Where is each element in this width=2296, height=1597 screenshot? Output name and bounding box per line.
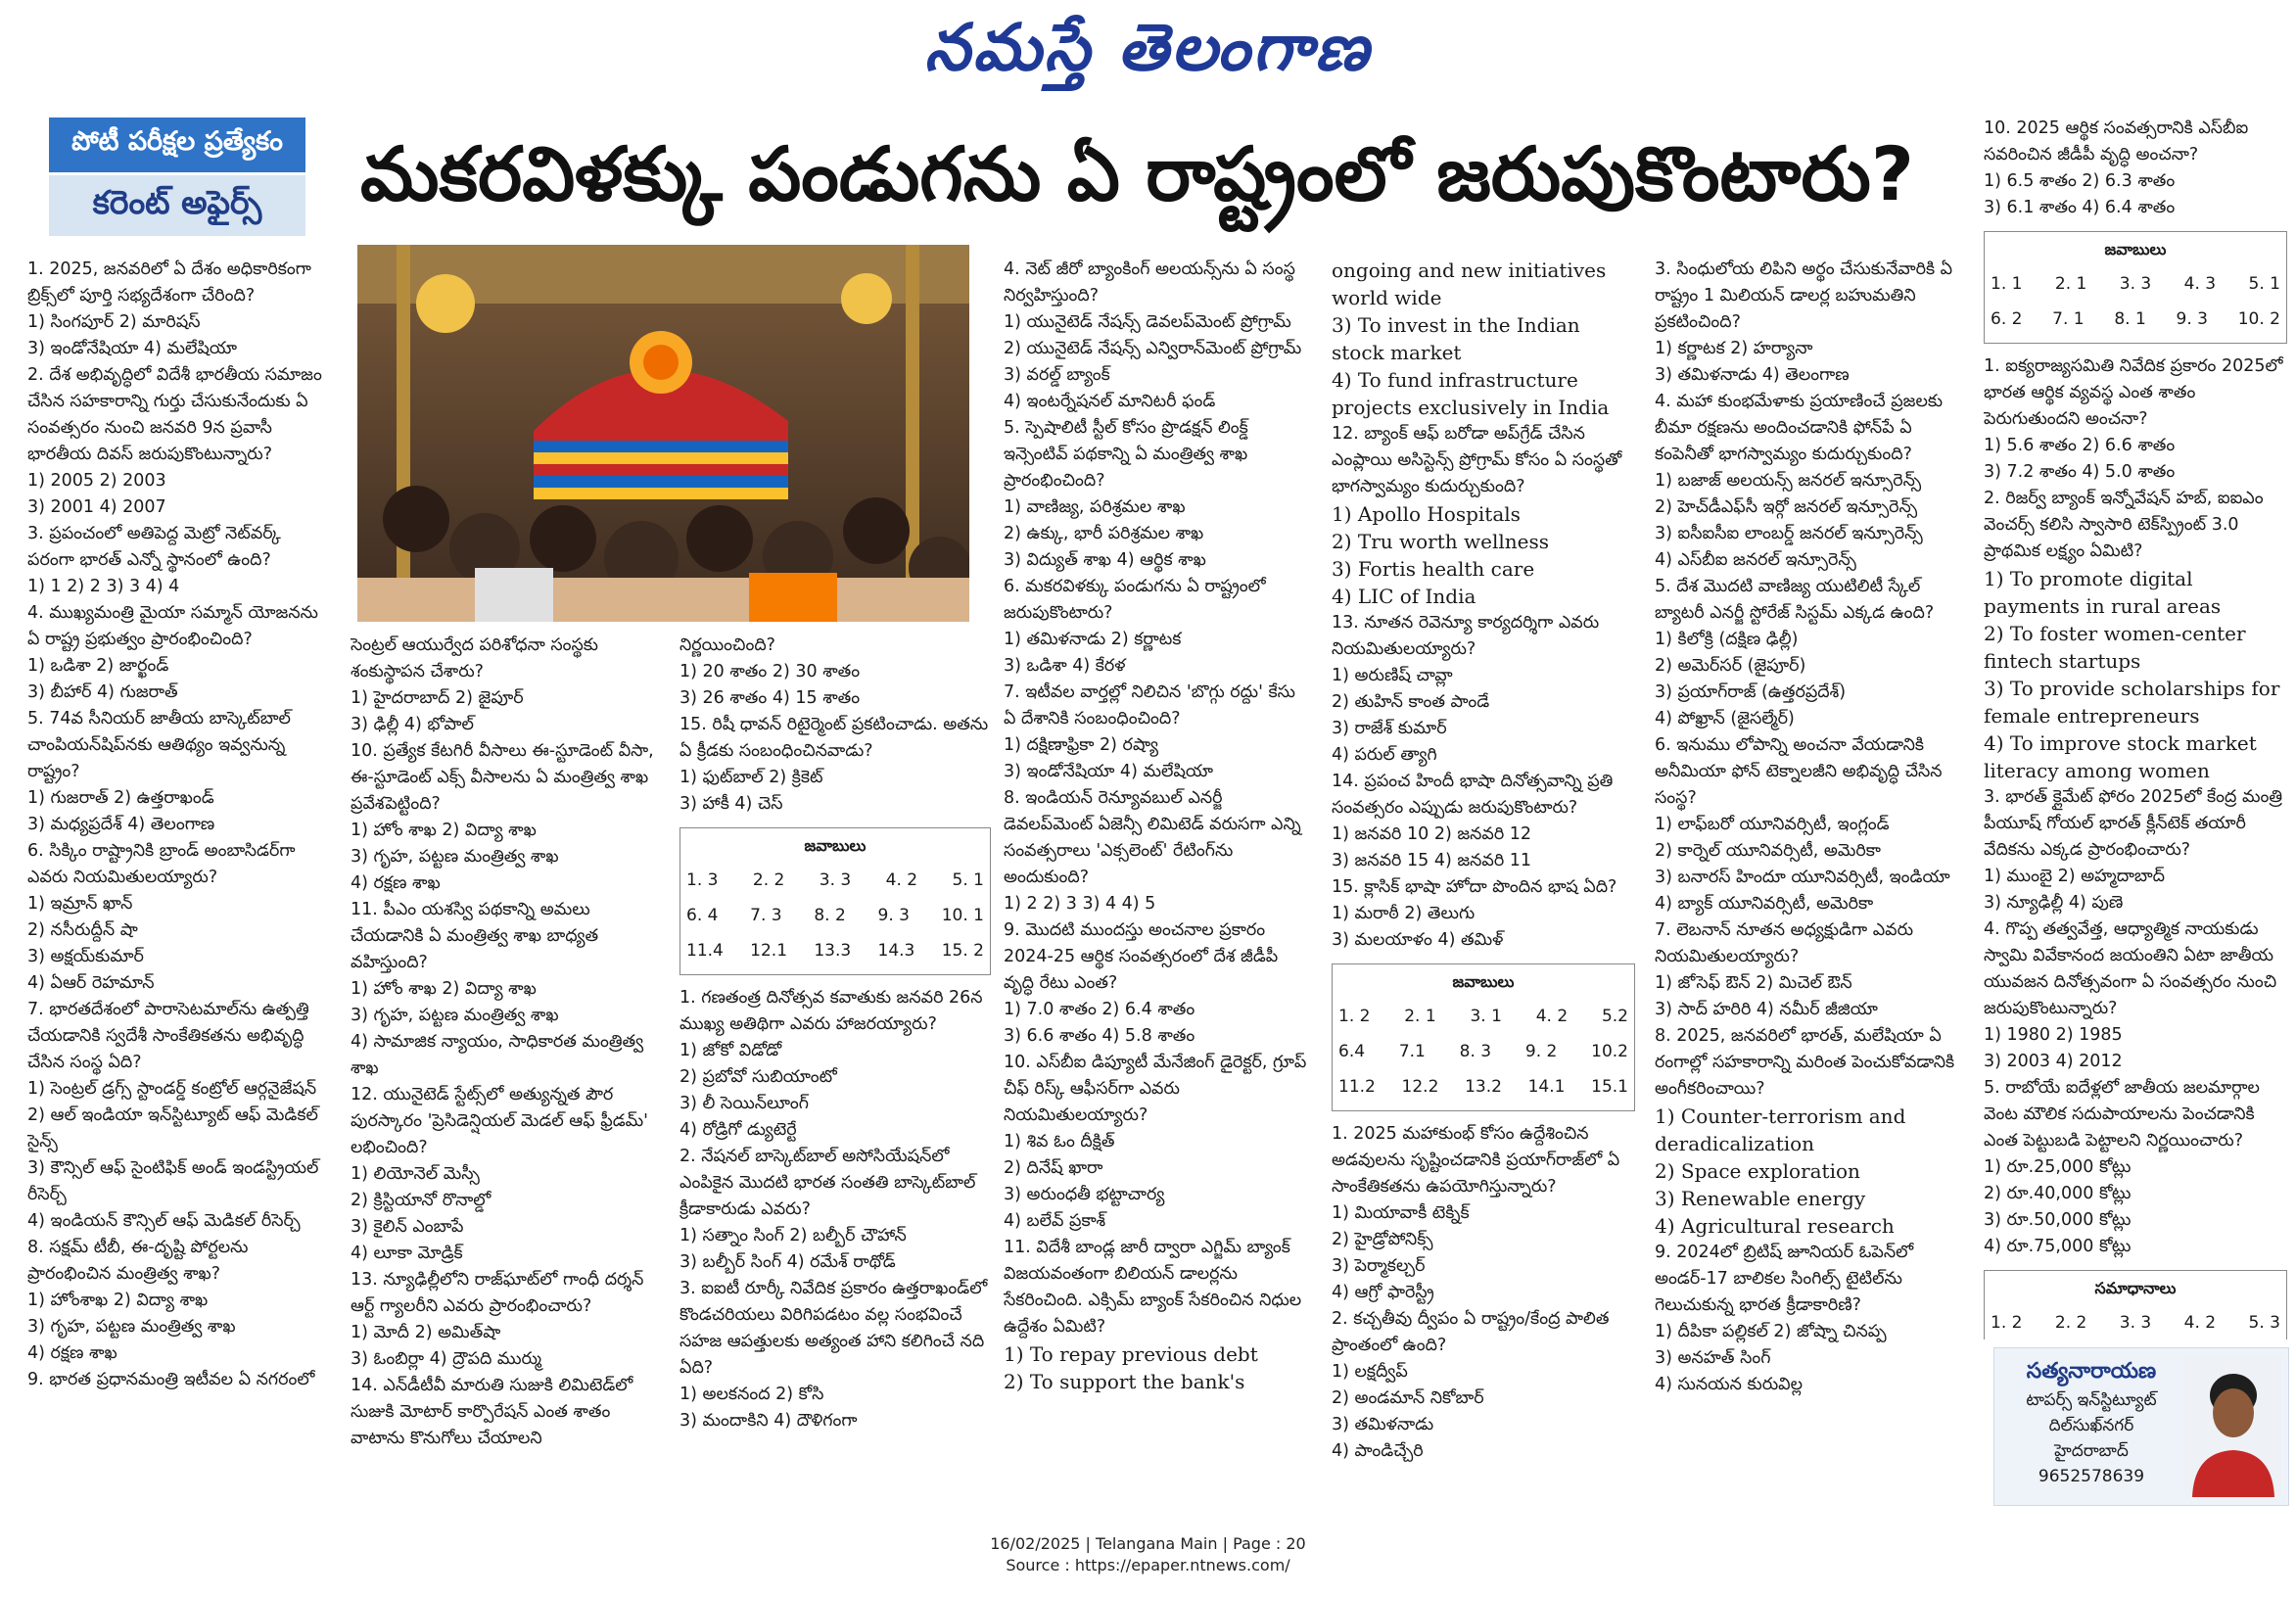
- option: 1) సెంట్రల్ డ్రగ్స్ స్టాండర్డ్ కంట్రోల్ ఆర్గనైజేషన్: [27, 1079, 317, 1099]
- answers-box-2: [1984, 1270, 2287, 1339]
- answer-cell: 11.4: [686, 941, 724, 961]
- option: 3) 26 శాతం 4) 15 శాతం: [679, 688, 861, 708]
- answer-cell: 15.1: [1591, 1077, 1628, 1097]
- option: 3) ఢిల్లీ 4) భోపాల్: [351, 715, 474, 734]
- option: 2) క్రిస్టియానో రొనాల్డో: [351, 1191, 492, 1210]
- answer-cell: 6. 4: [686, 906, 719, 925]
- option: 2) అండమాన్ నికోబార్: [1332, 1388, 1484, 1408]
- option: 2) Tru worth wellness: [1332, 530, 1550, 553]
- question: 13. నూతన రెవెన్యూ కార్యదర్శిగా ఎవరు నియమితులయ్యారు?: [1332, 613, 1600, 659]
- option: 2) ప్రబోవో సుబియాంటో: [679, 1067, 837, 1087]
- option: 3) Fortis health care: [1332, 557, 1535, 581]
- option: 2) ఉక్కు, భారీ పరిశ్రమల శాఖ: [1004, 524, 1204, 543]
- option: 4) బ్యాక్ యూనివర్సిటీ, అమెరికా: [1655, 894, 1874, 914]
- answers-row: [686, 863, 984, 898]
- answer-cell: 1. 1: [1991, 274, 2023, 294]
- option: 4) పాండిచ్చేరి: [1332, 1441, 1424, 1461]
- option: 1) To repay previous debt: [1004, 1342, 1258, 1366]
- option: 3) పెర్మాకల్చర్: [1332, 1256, 1426, 1276]
- option: 2) హెచ్‌డీఎఫ్‌సీ ఇర్గో జనరల్ ఇన్సూరెన్స్: [1655, 497, 1918, 517]
- option: 1) 2005 2) 2003: [27, 471, 166, 491]
- option: 4) To improve stock market literacy among women: [1984, 731, 2257, 782]
- option: 1) కర్ణాటక 2) హర్యానా: [1655, 339, 1813, 358]
- option: 3) To invest in the Indian stock market: [1332, 313, 1580, 364]
- option: 3) 7.2 శాతం 4) 5.0 శాతం: [1984, 462, 2176, 482]
- question: 6. సిక్కిం రాష్ట్రానికి బ్రాండ్ అంబాసిడర్‌గా ఎవరు నియమితులయ్యారు?: [27, 841, 296, 887]
- answer-cell: 6.4: [1338, 1042, 1366, 1061]
- answers-title: జవాబులు: [1452, 972, 1515, 991]
- option: 1) దక్షిణాఫ్రికా 2) రష్యా: [1004, 735, 1158, 755]
- option: 1) ఫుట్‌బాల్ 2) క్రికెట్: [679, 768, 823, 787]
- option: 1) Counter-terrorism and deradicalization: [1655, 1104, 1906, 1155]
- question: 15. క్లాసిక్ భాషా హోదా పొందిన భాష ఏది?: [1332, 877, 1617, 897]
- question: 2. రిజర్వ్ బ్యాంక్ ఇన్నోవేషన్ హబ్, ఐఐఎం వెంచర్స్ కలిసి స్వాసారి టెక్‌స్ప్రింట్ 3.0 ప్రాథమిక లక్ష్యం ఏమిటి?: [1984, 489, 2264, 561]
- option: 1) హైదరాబాద్ 2) జైపూర్: [351, 688, 524, 708]
- option: 1) తమిళనాడు 2) కర్ణాటక: [1004, 630, 1182, 649]
- answers-box: [1332, 963, 1635, 1111]
- author-name: సత్యనారాయణ: [2026, 1359, 2157, 1384]
- option: 3) తమిళనాడు 4) తెలంగాణ: [1655, 365, 1850, 385]
- question: 4. నెట్ జీరో బ్యాంకింగ్ అలయన్స్‌ను ఏ సంస్థ నిర్వహిస్తుంది?: [1004, 259, 1295, 305]
- option: 3) సాద్ హరిరి 4) నమీర్ జీజియా: [1655, 1000, 1878, 1019]
- answer-cell: 3. 3: [2119, 1313, 2152, 1333]
- answer-cell: 2. 1: [1404, 1007, 1436, 1026]
- question: సెంట్రల్ ఆయుర్వేద పరిశోధనా సంస్థకు శంకుస్థాపన చేశారు?: [351, 635, 598, 681]
- answer-cell: 5.2: [1601, 1007, 1628, 1026]
- answers-box: [1984, 231, 2287, 344]
- option: 2) ఆల్ ఇండియా ఇన్‌స్టిట్యూట్ ఆఫ్ మెడికల్ సైన్స్: [27, 1105, 318, 1151]
- question: 9. 2024లో బ్రిటిష్ జూనియర్ ఓపెన్‌లో అండర్-17 బాలికల సింగిల్స్ టైటిల్‌ను గెలుచుకున్న భారత క్రీడాకారిణి?: [1655, 1243, 1914, 1315]
- answer-cell: 7. 1: [2052, 309, 2085, 329]
- option: 1) జోకో విడోడో: [679, 1041, 782, 1060]
- option: 4) ఇండియన్ కౌన్సిల్ ఆఫ్ మెడికల్ రీసెర్చ్: [27, 1211, 301, 1231]
- option: 3) రాజేశ్ కుమార్: [1332, 719, 1447, 738]
- question: 3. సింధులోయ లిపిని అర్థం చేసుకునేవారికి ఏ రాష్ట్రం 1 మిలియన్ డాలర్ల బహుమతిని ప్రకటించింది?: [1655, 259, 1953, 332]
- option: 1) ఒడిశా 2) జార్ఖండ్: [27, 656, 169, 676]
- question: 8. ఇండియన్ రెన్యూవబుల్ ఎనర్జీ డెవలప్‌మెంట్ ఏజెన్సీ లిమిటెడ్ వరుసగా ఎన్ని సంవత్సరాలు 'ఎక్సలెంట్' రేటింగ్‌ను అందుకుంది?: [1004, 788, 1301, 887]
- option: 1) ఇమ్రాన్ ఖాన్: [27, 894, 133, 914]
- option: 3) హాకీ 4) చెస్: [679, 794, 783, 814]
- question: 1. గణతంత్ర దినోత్సవ కవాతుకు జనవరి 26న ముఖ్య అతిథిగా ఎవరు హాజరయ్యారు?: [679, 988, 983, 1034]
- column-5: [1332, 257, 1635, 1480]
- masthead: నమస్తే తెలంగాణ: [924, 9, 1372, 85]
- question: 6. ఇనుము లోపాన్ని అంచనా వేయడానికి అనీమియా ఫోన్ టెక్నాలజీని అభివృద్ధి చేసిన సంస్థ?: [1655, 735, 1943, 808]
- option: 1) 6.5 శాతం 2) 6.3 శాతం: [1984, 171, 2176, 191]
- answer-cell: 2. 2: [752, 870, 785, 890]
- section-tag: పోటీ పరీక్షల ప్రత్యేకం: [49, 117, 305, 172]
- option: 1) హోం శాఖ 2) విద్యా శాఖ: [351, 979, 537, 999]
- option: 1) 7.0 శాతం 2) 6.4 శాతం: [1004, 1000, 1195, 1019]
- answer-cell: 8. 3: [1459, 1042, 1492, 1061]
- question: 4. మహా కుంభమేళాకు ప్రయాణించే ప్రజలకు బీమా రక్షణను అందించడానికి ఫోన్‌పే ఏ కంపెనీతో భాగస్వామ్యం కుదుర్చుకుంది?: [1655, 392, 1944, 464]
- answer-cell: 7. 3: [750, 906, 782, 925]
- option: 4) బలేవ్ ప్రకాశ్: [1004, 1211, 1106, 1231]
- option: 1) లక్షద్వీప్: [1332, 1362, 1408, 1382]
- question: 12. బ్యాంక్ ఆఫ్ బరోడా అప్‌గ్రేడ్ చేసిన ఎంప్లాయి అసిస్టెన్స్ ప్రోగ్రామ్ కోసం ఏ సంస్థతో భాగస్వామ్యం కుదుర్చుకుంది?: [1332, 424, 1622, 496]
- answer-cell: 10.2: [1591, 1042, 1628, 1061]
- question: 2. దేశ అభివృద్ధిలో విదేశీ భారతీయ సమాజం చేసిన సహకారాన్ని గుర్తు చేసుకునేందుకు ఏ సంవత్సరం నుంచి జనవరి 9న ప్రవాసీ భారతీయ దివస్ జరుపుకొంటున్నారు?: [27, 365, 322, 464]
- question: 3. ప్రపంచంలో అతిపెద్ద మెట్రో నెట్‌వర్క్ పరంగా భారత్ ఎన్నో స్థానంలో ఉంది?: [27, 524, 281, 570]
- author-org: టాపర్స్ ఇన్‌స్టిట్యూట్: [2026, 1390, 2157, 1410]
- option: 4) ఏఆర్ రెహమాన్: [27, 973, 155, 993]
- column-1: [27, 257, 331, 1480]
- author-box: [1993, 1347, 2289, 1506]
- option: 3) తమిళనాడు: [1332, 1415, 1434, 1434]
- question: 8. సక్షమ్ టీబీ, ఈ-దృష్టి పోర్టలను ప్రారంభించిన మంత్రిత్వ శాఖ?: [27, 1238, 249, 1284]
- option: 4) ఎస్‌బీఐ జనరల్ ఇన్సూరెన్స్: [1655, 550, 1856, 570]
- option: 1) మియావాకీ టెక్నిక్: [1332, 1203, 1470, 1223]
- option: 3) బీహార్ 4) గుజరాత్: [27, 682, 178, 702]
- option: 3) కౌన్సిల్ ఆఫ్ సైంటిఫిక్ అండ్ ఇండస్ట్రియల్ రీసెర్చ్: [27, 1158, 319, 1204]
- option: 3) అనహత్ సింగ్: [1655, 1348, 1771, 1368]
- option: 4) Agricultural research: [1655, 1214, 1895, 1238]
- option: 1) సింగపూర్ 2) మారిషస్: [27, 312, 201, 332]
- answer-cell: 13.2: [1465, 1077, 1502, 1097]
- column-4: [1004, 257, 1312, 1480]
- answer-cell: 9. 3: [2176, 309, 2208, 329]
- option: 3) గృహ, పట్టణ మంత్రిత్వ శాఖ: [351, 1006, 559, 1025]
- option: 4) సామాజిక న్యాయం, సాధికారత మంత్రిత్వ శాఖ: [351, 1032, 644, 1078]
- option: 2) నసీరుద్దీన్ షా: [27, 920, 138, 940]
- option: 4) లూకా మోడ్రిక్: [351, 1244, 463, 1263]
- answer-cell: 8. 2: [814, 906, 846, 925]
- question: 8. 2025, జనవరిలో భారత్, మలేషియా ఏ రంగాల్లో సహకారాన్ని మరింత పెంచుకోవడానికి అంగీకరించాయి?: [1655, 1026, 1955, 1099]
- column-3: [679, 633, 991, 1484]
- answers-row: [1338, 1034, 1628, 1069]
- section-name: కరెంట్ అఫైర్స్: [49, 175, 305, 236]
- answer-cell: 5. 3: [2248, 1313, 2280, 1333]
- question: 2. కచ్చతీవు ద్వీపం ఏ రాష్ట్రం/కేంద్ర పాలిత ప్రాంతంలో ఉంది?: [1332, 1309, 1610, 1355]
- option: 4) ఆగ్రో ఫారెస్ట్రీ: [1332, 1283, 1434, 1302]
- answers-title: జవాబులు: [2104, 240, 2167, 258]
- question: 9. భారత ప్రధానమంత్రి ఇటీవల ఏ నగరంలో: [27, 1370, 315, 1389]
- headline: మకరవిళక్కు పండుగను ఏ రాష్ట్రంలో జరుపుకొంటారు?: [360, 130, 1914, 217]
- option: 3) వరల్డ్ బ్యాంక్: [1004, 365, 1110, 385]
- option: 3) 6.1 శాతం 4) 6.4 శాతం: [1984, 198, 2176, 217]
- answer-cell: 3. 3: [2119, 274, 2152, 294]
- column-6: [1655, 257, 1968, 1480]
- option: 3) రూ.50,000 కోట్లు: [1984, 1210, 2132, 1230]
- answer-cell: 4. 2: [885, 870, 918, 890]
- answer-cell: 13.3: [814, 941, 852, 961]
- option: 3) ప్రయాగ్‌రాజ్ (ఉత్తరప్రదేశ్): [1655, 682, 1847, 702]
- question: నిర్ణయించింది?: [679, 635, 775, 655]
- question: ongoing and new initiatives world wide: [1332, 258, 1607, 309]
- question: 1. ఐక్యరాజ్యసమితి నివేదిక ప్రకారం 2025లో భారత ఆర్థిక వ్యవస్థ ఎంత శాతం పెరుగుతుందని అంచనా?: [1984, 356, 2283, 429]
- question: 7. ఇటీవల వార్తల్లో నిలిచిన 'బొగ్గు రద్దు' కేసు ఏ దేశానికి సంబంధించింది?: [1004, 682, 1295, 728]
- option: 3) గృహ, పట్టణ మంత్రిత్వ శాఖ: [27, 1317, 236, 1337]
- option: 1) అలకనంద 2) కోసి: [679, 1385, 824, 1404]
- option: 3) విద్యుత్ శాఖ 4) ఆర్థిక శాఖ: [1004, 550, 1206, 570]
- option: 3) ఒడిశా 4) కేరళ: [1004, 656, 1126, 676]
- question: 4. గొప్ప తత్వవేత్త, ఆధ్యాత్మిక నాయకుడు స్వామి వివేకానంద జయంతిని ఏటా జాతీయ యువజన దినోత్సవంగా ఏ సంవత్సరం నుంచి జరుపుకొంటున్నారు?: [1984, 919, 2277, 1018]
- author-phone: 9652578639: [2038, 1467, 2145, 1486]
- option: 3) Renewable energy: [1655, 1187, 1866, 1210]
- option: 1) 5.6 శాతం 2) 6.6 శాతం: [1984, 436, 2176, 455]
- answer-cell: 1. 2: [1991, 1313, 2023, 1333]
- answer-cell: 4. 3: [2183, 274, 2217, 294]
- option: 3) మలయాళం 4) తమిళ్: [1332, 930, 1504, 950]
- footer: [0, 1533, 2296, 1576]
- option: 3) ఐసీఐసీఐ లాంబర్డ్ జనరల్ ఇన్సూరెన్స్: [1655, 524, 1923, 543]
- answer-cell: 5. 1: [2248, 274, 2280, 294]
- option: 1) Apollo Hospitals: [1332, 502, 1521, 526]
- question: 15. రిషీ ధావన్ రిటైర్మెంట్ ప్రకటించాడు. అతను ఏ క్రీడకు సంబంధించినవాడు?: [679, 715, 989, 761]
- question: 3. ఐఐటీ రూర్కీ నివేదిక ప్రకారం ఉత్తరాఖండ్‌లో కొండచరియలు విరిగిపడటం వల్ల సంభవించే సహజ ఆపత్తులకు అత్యంత హాని కలిగించే నది ఏది?: [679, 1279, 988, 1378]
- question: 11. పీఎం యశస్వి పథకాన్ని అమలు చేయడానికి ఏ మంత్రిత్వ శాఖ బాధ్యత వహిస్తుంది?: [351, 900, 599, 972]
- option: 3) To provide scholarships for female entrepreneurs: [1984, 677, 2280, 728]
- answers-row: [1338, 1069, 1628, 1104]
- answers-row: [1991, 1305, 2280, 1339]
- option: 3) జనవరి 15 4) జనవరి 11: [1332, 851, 1532, 870]
- option: 1) మరాఠీ 2) తెలుగు: [1332, 904, 1476, 923]
- option: 1) ముంబై 2) అహ్మదాబాద్: [1984, 867, 2166, 886]
- question: 14. ఎన్‌డీటీవీ మారుతి సుజుకి లిమిటెడ్‌లో సుజుకి మోటార్ కార్పొరేషన్ ఎంత శాతం వాటాను కొనుగోలు చేయాలని: [351, 1376, 633, 1448]
- answer-cell: 15. 2: [941, 941, 984, 961]
- option: 3) ఓంబిర్లా 4) ద్రౌపది ముర్ము: [351, 1349, 542, 1369]
- option: 2) యునైటెడ్ నేషన్స్ ఎన్విరాన్‌మెంట్ ప్రోగ్రామ్: [1004, 339, 1302, 358]
- answer-cell: 7.1: [1398, 1042, 1426, 1061]
- option: 1) బజాజ్ అలయన్స్ జనరల్ ఇన్సూరెన్స్: [1655, 471, 1922, 491]
- question: 12. యునైటెడ్ స్టేట్స్‌లో అత్యున్నత పౌర పురస్కారం 'ప్రెసిడెన్షియల్ మెడల్ ఆఫ్ ఫ్రీడమ్' లభించింది?: [351, 1085, 648, 1157]
- question: 5. 74వ సీనియర్ జాతీయ బాస్కెట్‌బాల్ చాంపియన్‌షిప్‌నకు ఆతిథ్యం ఇవ్వనున్న రాష్ట్రం?: [27, 709, 291, 781]
- option: 3) అరుంధతీ భట్టాచార్య: [1004, 1185, 1165, 1204]
- option: 1) 1 2) 2 3) 3 4) 4: [27, 577, 180, 596]
- option: 2) దినేష్ ఖారా: [1004, 1158, 1103, 1178]
- option: 1) హోం శాఖ 2) విద్యా శాఖ: [351, 821, 537, 840]
- answer-cell: 6. 2: [1991, 309, 2023, 329]
- answer-cell: 14.3: [877, 941, 915, 961]
- question: 1. 2025, జనవరిలో ఏ దేశం అధికారికంగా బ్రిక్స్‌లో పూర్తి సభ్యదేశంగా చేరింది?: [27, 259, 311, 305]
- option: 3) న్యూఢిల్లీ 4) పుణె: [1984, 893, 2124, 913]
- option: 1) లాఫ్‌బరో యూనివర్సిటీ, ఇంగ్లండ్: [1655, 815, 1890, 834]
- answer-cell: 3. 1: [1470, 1007, 1502, 1026]
- column-7: [1984, 116, 2287, 1339]
- column-2: [351, 633, 662, 1484]
- answer-cell: 9. 3: [877, 906, 910, 925]
- option: 1) రూ.25,000 కోట్లు: [1984, 1157, 2132, 1177]
- answers-row: [1991, 302, 2280, 337]
- option: 2) కార్నెల్ యూనివర్సిటీ, అమెరికా: [1655, 841, 1881, 861]
- answers-row: [686, 898, 984, 933]
- question: 2. నేషనల్ బాస్కెట్‌బాల్ అసోసియేషన్‌లో ఎంపికైన మొదటి భారత సంతతి బాస్కెట్‌బాల్ క్రీడాకారుడు ఎవరు?: [679, 1147, 976, 1219]
- option: 3) అక్షయ్‌కుమార్: [27, 947, 144, 966]
- option: 4) రూ.75,000 కోట్లు: [1984, 1237, 2132, 1256]
- question: 10. ఎస్‌బీఐ డిప్యూటీ మేనేజింగ్ డైరెక్టర్, గ్రూప్ చీఫ్ రిస్క్ ఆఫీసర్‌గా ఎవరు నియమితులయ్యారు?: [1004, 1053, 1307, 1125]
- option: 2) To support the bank's: [1004, 1370, 1245, 1393]
- option: 4) రోడ్రిగో డ్యుటెర్టే: [679, 1120, 797, 1140]
- answer-cell: 2. 1: [2054, 274, 2087, 294]
- option: 2) తుహిన్ కాంత పాండే: [1332, 692, 1490, 712]
- option: 4) రక్షణ శాఖ: [351, 873, 441, 893]
- question: 11. విదేశీ బాండ్ల జారీ ద్వారా ఎగ్జిమ్ బ్యాంక్ విజయవంతంగా బిలియన్ డాలర్లను సేకరించింది. ఎక్సిమ్ బ్యాంక్ సేకరించిన నిధుల ఉద్దేశం ఏమిటి?: [1004, 1238, 1302, 1337]
- option: 1) శివ ఓం దీక్షిత్: [1004, 1132, 1115, 1151]
- option: 2) రూ.40,000 కోట్లు: [1984, 1184, 2132, 1203]
- option: 4) రక్షణ శాఖ: [27, 1343, 117, 1363]
- option: 4) సునయన కురువిల్ల: [1655, 1375, 1803, 1394]
- question: 3. భారత్ క్లైమేట్ ఫోరం 2025లో కేంద్ర మంత్రి పీయూష్ గోయల్ భారత్ క్లీన్‌టెక్ తయారీ వేదికను ఎక్కడ ప్రారంభించారు?: [1984, 787, 2283, 860]
- question: 1. 2025 మహాకుంభ్ కోసం ఉద్దేశించిన అడవులను సృష్టించడానికి ప్రయాగ్‌రాజ్‌లో ఏ సాంకేతికతను ఉపయోగిస్తున్నారు?: [1332, 1124, 1620, 1197]
- answers-row: [1338, 999, 1628, 1034]
- option: 1) జోసెఫ్ ఔన్ 2) మిచెల్ ఔన్: [1655, 973, 1852, 993]
- question: 10. ప్రత్యేక కేటగిరీ వీసాలు ఈ-స్టూడెంట్ వీసా, ఈ-స్టూడెంట్ ఎక్స్ వీసాలను ఏ మంత్రిత్వ శాఖ ప్రవేశపెట్టింది?: [351, 741, 654, 814]
- option: 1) దీపికా పల్లికల్ 2) జోష్నా చినప్ప: [1655, 1322, 1887, 1341]
- option: 3) బనారస్ హిందూ యూనివర్సిటీ, ఇండియా: [1655, 868, 1950, 887]
- answer-cell: 9. 2: [1524, 1042, 1558, 1061]
- option: 1) 1980 2) 1985: [1984, 1025, 2123, 1045]
- answer-cell: 12.1: [750, 941, 788, 961]
- answer-cell: 3. 3: [819, 870, 852, 890]
- option: 2) Space exploration: [1655, 1159, 1860, 1183]
- answer-cell: 10. 1: [941, 906, 984, 925]
- option: 1) లియోనెల్ మెస్సీ: [351, 1164, 480, 1184]
- question: 9. మొదటి ముందస్తు అంచనాల ప్రకారం 2024-25 ఆర్థిక సంవత్సరంలో దేశ జీడీపీ వృద్ధి రేటు ఎంత?: [1004, 920, 1279, 993]
- question: 4. ముఖ్యమంత్రి మైయా సమ్మాన్ యోజనను ఏ రాష్ట్ర ప్రభుత్వం ప్రారంభించింది?: [27, 603, 318, 649]
- option: 1) కిలోక్రి (దక్షిణ ఢిల్లీ): [1655, 630, 1799, 649]
- question: 14. ప్రపంచ హిందీ భాషా దినోత్సవాన్ని ప్రతి సంవత్సరం ఎప్పుడు జరుపుకొంటారు?: [1332, 772, 1614, 818]
- answer-cell: 14.1: [1527, 1077, 1566, 1097]
- option: 1) 20 శాతం 2) 30 శాతం: [679, 662, 861, 681]
- option: 4) LIC of India: [1332, 585, 1476, 608]
- author-photo: [2184, 1356, 2282, 1497]
- option: 4) పోఖ్రాన్ (జైసల్మేర్): [1655, 709, 1795, 728]
- option: 3) గృహ, పట్టణ మంత్రిత్వ శాఖ: [351, 847, 559, 867]
- option: 1) మోదీ 2) అమిత్‌షా: [351, 1323, 501, 1342]
- answers-title-2: సమాధానాలు: [2094, 1279, 2177, 1297]
- author-area: దిల్‌సుఖ్‌నగర్: [2048, 1416, 2134, 1435]
- answers-row: [1991, 266, 2280, 302]
- answers-box: [679, 827, 991, 975]
- option: 1) అరుణిష్ చావ్లా: [1332, 666, 1453, 685]
- question: 13. న్యూఢిల్లీలోని రాజ్‌ఘాట్‌లో గాంధీ దర్శన్ ఆర్ట్ గ్యాలరీని ఎవరు ప్రారంభించారు?: [351, 1270, 644, 1316]
- option: 1) సత్నాం సింగ్ 2) బల్బీర్ చౌహాన్: [679, 1226, 907, 1245]
- question: 5. స్పెషాలిటీ స్టీల్ కోసం ప్రొడక్షన్ లింక్డ్ ఇన్సెంటివ్ పథకాన్ని ఏ మంత్రిత్వ శాఖ ప్రారంభించింది?: [1004, 418, 1248, 491]
- answer-cell: 1. 3: [686, 870, 719, 890]
- option: 3) 2003 4) 2012: [1984, 1052, 2123, 1071]
- option: 3) ఇండోనేషియా 4) మలేషియా: [27, 339, 237, 358]
- question: 6. మకరవిళక్కు పండుగను ఏ రాష్ట్రంలో జరుపుకొంటారు?: [1004, 577, 1266, 623]
- option: 2) To foster women-center fintech startups: [1984, 622, 2246, 673]
- option: 1) 2 2) 3 3) 4 4) 5: [1004, 894, 1156, 914]
- option: 1) గుజరాత్ 2) ఉత్తరాఖండ్: [27, 788, 214, 808]
- answer-cell: 4. 2: [2183, 1313, 2217, 1333]
- answers-row: [686, 933, 984, 968]
- option: 3) 2001 4) 2007: [27, 497, 166, 517]
- option: 3) 6.6 శాతం 4) 5.8 శాతం: [1004, 1026, 1195, 1046]
- answer-cell: 5. 1: [952, 870, 984, 890]
- option: 3) ఇండోనేషియా 4) మలేషియా: [1004, 762, 1213, 781]
- answers-title: జవాబులు: [804, 836, 867, 855]
- option: 1) హోంశాఖ 2) విద్యా శాఖ: [27, 1291, 209, 1310]
- option: 2) హైడ్రోపోనిక్స్: [1332, 1230, 1433, 1249]
- question: 7. భారతదేశంలో పారాసెటమాల్‌ను ఉత్పత్తి చేయడానికి స్వదేశీ సాంకేతికతను అభివృద్ధి చేసిన సంస్థ ఏది?: [27, 1000, 309, 1072]
- option: 1) To promote digital payments in rural areas: [1984, 567, 2222, 618]
- option: 1) యునైటెడ్ నేషన్స్ డెవలప్‌మెంట్ ప్రోగ్రామ్: [1004, 312, 1291, 332]
- footer-date: 16/02/2025 | Telangana Main | Page : 20: [990, 1534, 1306, 1553]
- option: 3) బల్బీర్ సింగ్ 4) రమేశ్ రాథోడ్: [679, 1252, 896, 1272]
- option: 4) ఇంటర్నేషనల్ మానిటరీ ఫండ్: [1004, 392, 1216, 411]
- option: 4) పరుల్ త్యాగి: [1332, 745, 1437, 765]
- answer-cell: 4. 2: [1535, 1007, 1569, 1026]
- question: 5. దేశ మొదటి వాణిజ్య యుటిలిటీ స్కేల్ బ్యాటరీ ఎనర్జీ స్టోరేజ్ సిస్టమ్ ఎక్కడ ఉంది?: [1655, 577, 1935, 623]
- footer-source: Source : https://epaper.ntnews.com/: [1006, 1556, 1290, 1574]
- answer-cell: 10. 2: [2237, 309, 2280, 329]
- answer-cell: 11.2: [1338, 1077, 1376, 1097]
- answer-cell: 1. 2: [1338, 1007, 1371, 1026]
- question: 5. రాబోయే ఐదేళ్లలో జాతీయ జలమార్గాల వెంట మౌలిక సదుపాయాలను పెంచడానికి ఎంత పెట్టుబడి పెట్టాలని నిర్ణయించారు?: [1984, 1078, 2260, 1151]
- author-city: హైదరాబాద్: [2054, 1441, 2129, 1461]
- option: 1) వాణిజ్య, పరిశ్రమల శాఖ: [1004, 497, 1186, 517]
- question: 7. లెబనాన్ నూతన అధ్యక్షుడిగా ఎవరు నియమితులయ్యారు?: [1655, 920, 1914, 966]
- festival-photo: [357, 245, 969, 622]
- option: 3) మందాకిని 4) దౌళిగంగా: [679, 1411, 858, 1431]
- option: 1) జనవరి 10 2) జనవరి 12: [1332, 824, 1532, 844]
- option: 4) To fund infrastructure projects exclusively in India: [1332, 368, 1610, 419]
- answer-cell: 2. 2: [2054, 1313, 2087, 1333]
- option: 2) అమెర్‌సర్ (జైపూర్): [1655, 656, 1806, 676]
- answer-cell: 8. 1: [2114, 309, 2146, 329]
- answer-cell: 12.2: [1401, 1077, 1439, 1097]
- option: 3) లీ సెయిన్‌లూంగ్: [679, 1094, 809, 1113]
- question: 10. 2025 ఆర్థిక సంవత్సరానికి ఎస్‌బీఐ సవరించిన జీడీపీ వృద్ధి అంచనా?: [1984, 118, 2249, 164]
- option: 3) మధ్యప్రదేశ్ 4) తెలంగాణ: [27, 815, 215, 834]
- option: 3) కైలిన్ ఎంబాపే: [351, 1217, 464, 1237]
